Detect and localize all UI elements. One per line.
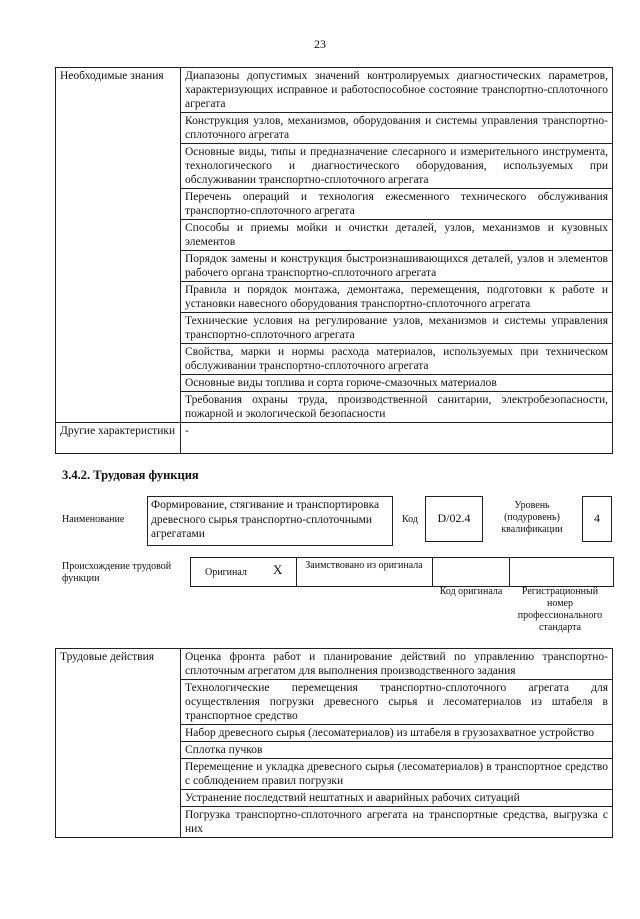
registration-number-caption: Регистрационный номер профессионального стандарта: [517, 586, 603, 633]
knowledge-item: Конструкция узлов, механизмов, оборудования и системы управления транспортно-сплоточного агрегата: [181, 113, 613, 144]
code-label: Код: [402, 514, 418, 525]
knowledge-item: Основные виды топлива и сорта горюче-смазочных материалов: [181, 375, 613, 392]
other-characteristics-value: -: [181, 423, 613, 454]
original-mark: X: [273, 562, 283, 577]
section-title: 3.4.2. Трудовая функция: [62, 468, 199, 482]
name-label: Наименование: [62, 514, 125, 525]
knowledge-item: Диапазоны допустимых значений контролируемых диагностических параметров, характеризующих исправное и работоспособное состояние транспортно-сплоточного агрегата: [181, 68, 613, 113]
origin-borrowed-cell: [296, 557, 433, 587]
knowledge-table: [55, 67, 613, 454]
borrowed-label: Заимствовано из оригинала: [305, 560, 423, 571]
page-number: 23: [314, 37, 326, 51]
origin-reg-cell: [509, 557, 614, 587]
other-characteristics-label: Другие характеристики: [56, 423, 181, 454]
labor-action-item: Устранение последствий нештатных и аварийных рабочих ситуаций: [181, 790, 613, 807]
knowledge-item: Основные виды, типы и предназначение слесарного и измерительного инструмента, технологического и диагностического оборудования, используемых при обслуживании транспортно-сплоточного агрегата: [181, 144, 613, 189]
knowledge-item: Перечень операций и технология ежесменного технического обслуживания транспортно-сплоточного агрегата: [181, 189, 613, 220]
labor-action-item: Технологические перемещения транспортно-сплоточного агрегата для осуществления погрузки древесного сырья и лесоматериалов из штабеля в транспортное средство: [181, 680, 613, 725]
labor-action-item: Сплотка пучков: [181, 742, 613, 759]
knowledge-item: Правила и порядок монтажа, демонтажа, перемещения, подготовки к работе и установки навесного оборудования транспортно-сплоточного агрегата: [181, 282, 613, 313]
knowledge-item: Требования охраны труда, производственной санитарии, электробезопасности, пожарной и экологической безопасности: [181, 392, 613, 423]
qualification-level-label: Уровень (подуровень) квалификации: [501, 500, 563, 535]
labor-action-item: Набор древесного сырья (лесоматериалов) из штабеля в грузозахватное устройство: [181, 725, 613, 742]
knowledge-item: Технические условия на регулирование узлов, механизмов и системы управления транспортно-сплоточного агрегата: [181, 313, 613, 344]
knowledge-item: Порядок замены и конструкция быстроизнашивающихся деталей, узлов и элементов рабочего органа транспортно-сплоточного агрегата: [181, 251, 613, 282]
original-code-caption: Код оригинала: [439, 586, 503, 597]
function-code: D/02.4: [425, 496, 483, 542]
labor-action-item: Перемещение и укладка древесного сырья (лесоматериалов) в транспортное средство с соблюдением правил погрузки: [181, 759, 613, 790]
function-name: Формирование, стягивание и транспортировка древесного сырья транспортно-сплоточными агрегатами: [147, 496, 393, 546]
origin-original-cell: [190, 557, 297, 587]
labor-actions-label: Трудовые действия: [56, 649, 181, 838]
origin-label: Происхождение трудовой функции: [62, 561, 172, 584]
qualification-level-value: 4: [582, 496, 612, 542]
labor-actions-table: [55, 648, 613, 838]
knowledge-item: Свойства, марки и нормы расхода материалов, используемых при техническом обслуживании транспортно-сплоточного агрегата: [181, 344, 613, 375]
labor-action-item: Оценка фронта работ и планирование действий по управлению транспортно-сплоточным агрегатом для выполнения производственного задания: [181, 649, 613, 680]
knowledge-label: Необходимые знания: [56, 68, 181, 423]
origin-code-cell: [432, 557, 510, 587]
original-label: Оригинал: [205, 567, 247, 578]
labor-action-item: Погрузка транспортно-сплоточного агрегата на транспортные средства, выгрузка с них: [181, 807, 613, 838]
knowledge-item: Способы и приемы мойки и очистки деталей, узлов, механизмов и кузовных элементов: [181, 220, 613, 251]
